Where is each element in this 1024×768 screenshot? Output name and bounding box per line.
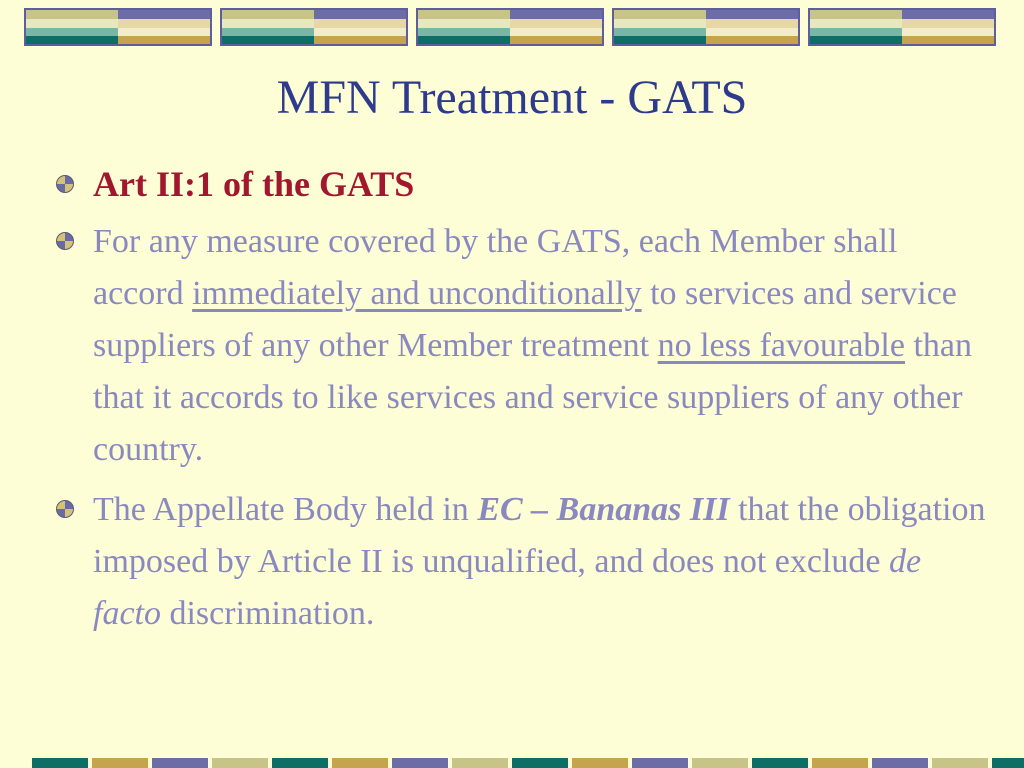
text-part: The Appellate Body held in: [93, 491, 478, 528]
slide-content: [56, 160, 986, 640]
decorative-tile: [24, 8, 212, 46]
bullet-body-text: [93, 216, 986, 476]
band-segment: [932, 758, 988, 768]
bullet-article-heading: [56, 160, 986, 208]
decorative-tile: [808, 8, 996, 46]
case-name-text: EC – Bananas III: [477, 491, 730, 528]
underlined-text-part: immediately and unconditionally: [192, 275, 642, 312]
band-segment: [752, 758, 808, 768]
top-decorative-band: [24, 8, 1000, 46]
band-segment: [632, 758, 688, 768]
band-segment: [572, 758, 628, 768]
decorative-tile: [416, 8, 604, 46]
bullet-marker-icon: [56, 232, 74, 250]
band-segment: [32, 758, 88, 768]
text-part: than that it accords to like services and service suppliers of any other country.: [93, 327, 973, 468]
bottom-decorative-band: [32, 758, 1024, 768]
bullet-marker-icon: [56, 175, 74, 193]
bullet-mfn-obligation: [56, 216, 986, 476]
text-part: For any measure covered by the GATS, each Member shall accord: [93, 223, 898, 312]
text-part: discrimination.: [160, 595, 375, 632]
band-segment: [812, 758, 868, 768]
band-segment: [272, 758, 328, 768]
band-segment: [452, 758, 508, 768]
slide-title: MFN Treatment - GATS: [276, 71, 748, 124]
band-segment: [692, 758, 748, 768]
band-segment: [332, 758, 388, 768]
band-segment: [92, 758, 148, 768]
bullet-appellate-body: [56, 484, 986, 640]
text-part: that the obligation imposed by Article II is unqualified, and does not exclude: [93, 491, 986, 580]
text-part: to services and service suppliers of any other Member treatment: [93, 275, 957, 364]
band-segment: [152, 758, 208, 768]
band-segment: [212, 758, 268, 768]
underlined-text-part: no less favourable: [657, 327, 905, 364]
decorative-tile: [612, 8, 800, 46]
band-segment: [992, 758, 1024, 768]
band-segment: [392, 758, 448, 768]
band-segment: [512, 758, 568, 768]
bullet-heading-text: [93, 160, 986, 208]
heading-text-part: Art II:1 of the GATS: [93, 164, 415, 204]
decorative-tile: [220, 8, 408, 46]
italic-text-part: de facto: [93, 543, 922, 632]
bullet-body-text: [93, 484, 986, 640]
bullet-marker-icon: [56, 500, 74, 518]
band-segment: [872, 758, 928, 768]
